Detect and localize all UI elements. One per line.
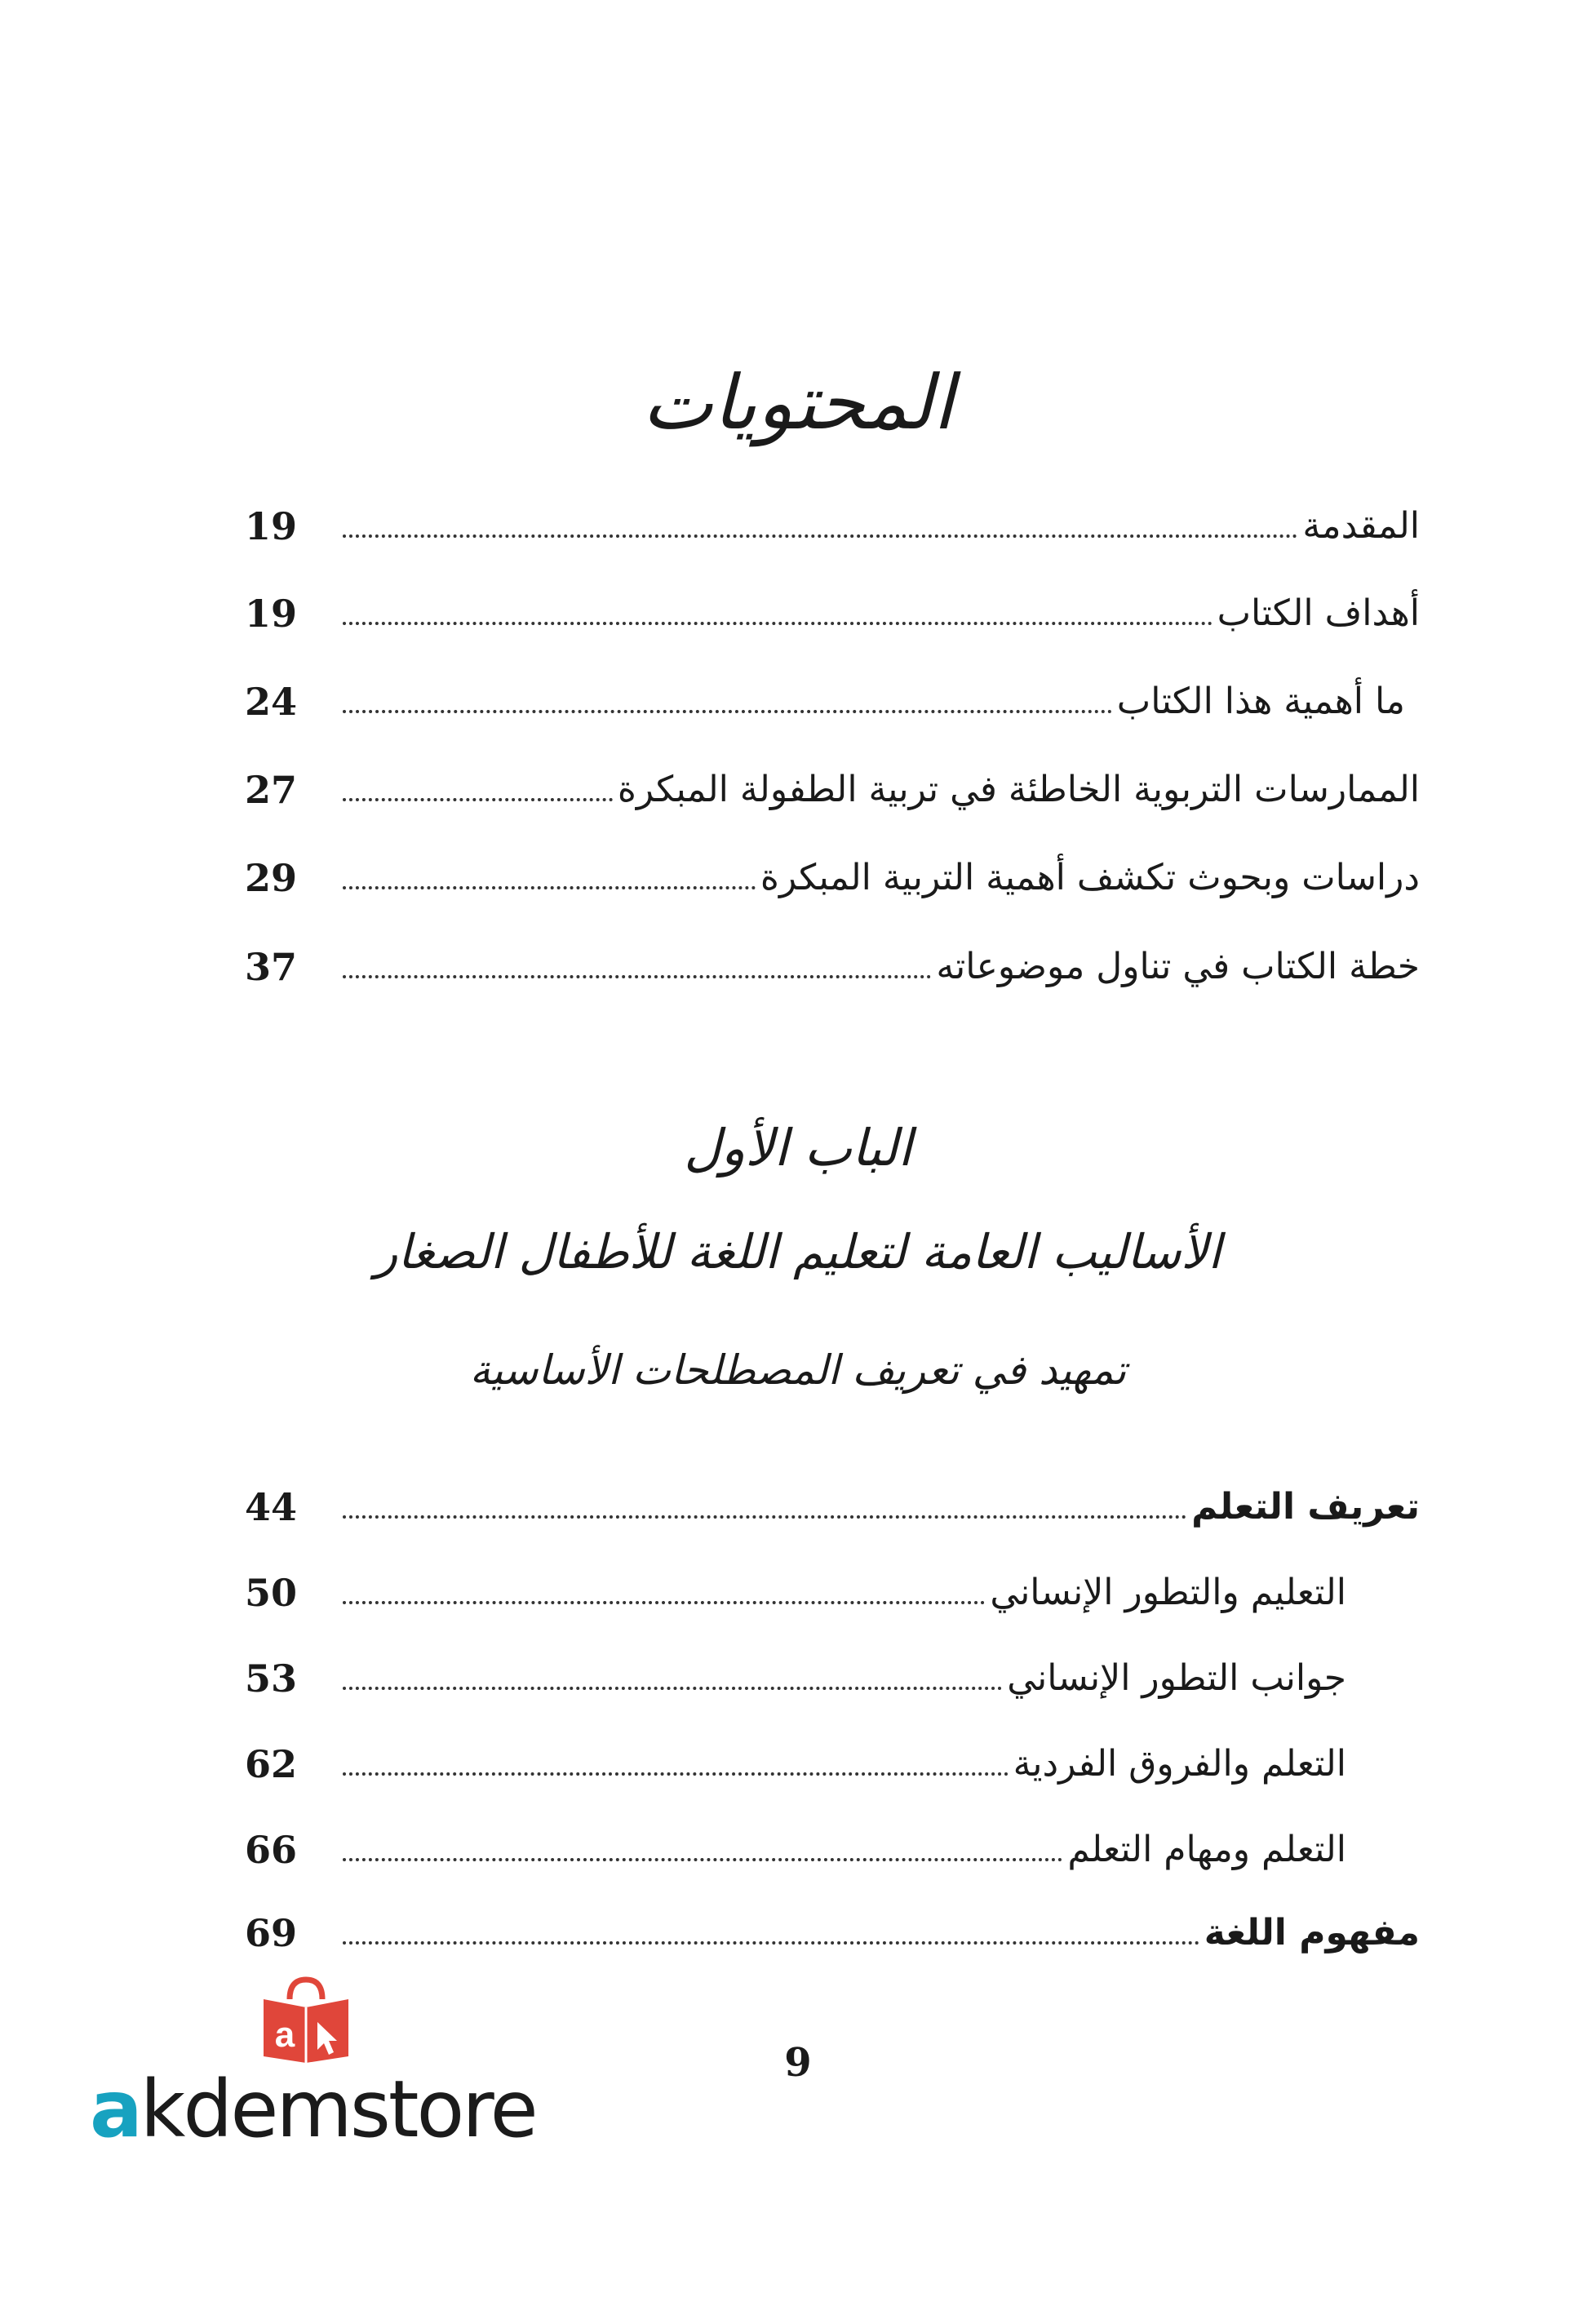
toc-entry-label: جوانب التطور الإنساني [1007, 1657, 1346, 1699]
toc-page-number: 44 [245, 1485, 298, 1529]
toc-page-number: 62 [245, 1742, 298, 1786]
toc-entry-label: المقدمة [1302, 505, 1420, 547]
toc-entry [245, 669, 1420, 734]
toc-entry [245, 1560, 1420, 1625]
toc-page-number: 27 [245, 768, 298, 812]
dot-leader [343, 1515, 1186, 1519]
toc-page-number: 19 [245, 504, 298, 548]
toc-entry-label: ما أهمية هذا الكتاب [1116, 681, 1405, 722]
toc-page-number: 53 [245, 1656, 298, 1701]
dot-leader [343, 534, 1297, 538]
store-name-rest: kdemstore [140, 2064, 536, 2155]
dot-leader [343, 1687, 1002, 1690]
toc-entry [245, 1646, 1420, 1711]
toc-entry [245, 1817, 1420, 1883]
toc-entry-label: خطة الكتاب في تناول موضوعاته [936, 946, 1420, 987]
store-name-accent: a [90, 2064, 140, 2155]
toc-entry-label: دراسات وبحوث تكشف أهمية التربية المبكرة [760, 857, 1420, 898]
store-logo [90, 1975, 536, 2162]
dot-leader [343, 1858, 1062, 1861]
part-title: الأساليب العامة لتعليم اللغة للأطفال الصغار [375, 1224, 1221, 1279]
dot-leader [343, 1601, 985, 1604]
toc-entry [245, 494, 1420, 559]
dot-leader [343, 798, 613, 801]
shopping-book-icon [257, 1975, 355, 2064]
toc-page-number: 19 [245, 592, 298, 636]
page-title: المحتويات [642, 359, 954, 446]
toc-entry [245, 1475, 1420, 1540]
toc-entry [245, 1900, 1420, 1966]
page-number: 9 [784, 2040, 812, 2086]
dot-leader [343, 710, 1112, 713]
toc-page-number: 29 [245, 856, 298, 900]
toc-entry [245, 934, 1420, 1000]
toc-page-number: 24 [245, 680, 298, 724]
toc-entry-label: الممارسات التربوية الخاطئة في تربية الطفولة المبكرة [617, 769, 1420, 810]
toc-page-number: 69 [245, 1911, 298, 1955]
toc-entry-label: التعلم ومهام التعلم [1067, 1829, 1346, 1870]
toc-entry [245, 1732, 1420, 1797]
toc-entry-label: أهداف الكتاب [1217, 592, 1420, 634]
toc-page-number: 37 [245, 945, 298, 989]
toc-entry-label: مفهوم اللغة [1204, 1912, 1420, 1954]
icon-letter: a [274, 2015, 295, 2055]
toc-entry [245, 845, 1420, 911]
toc-entry-label: تعريف التعلم [1191, 1486, 1420, 1528]
dot-leader [343, 886, 756, 889]
toc-page-number: 50 [245, 1571, 298, 1615]
toc-entry [245, 757, 1420, 823]
toc-entry [245, 581, 1420, 646]
dot-leader [343, 1941, 1199, 1945]
part-label: الباب الأول [684, 1118, 912, 1177]
dot-leader [343, 1772, 1009, 1776]
dot-leader [343, 622, 1213, 625]
toc-entry-label: التعليم والتطور الإنساني [990, 1572, 1346, 1613]
toc-page-number: 66 [245, 1828, 298, 1872]
dot-leader [343, 975, 931, 978]
toc-entry-label: التعلم والفروق الفردية [1013, 1743, 1346, 1785]
store-name [90, 2064, 536, 2154]
part-subtitle: تمهيد في تعريف المصطلحات الأساسية [469, 1346, 1127, 1394]
